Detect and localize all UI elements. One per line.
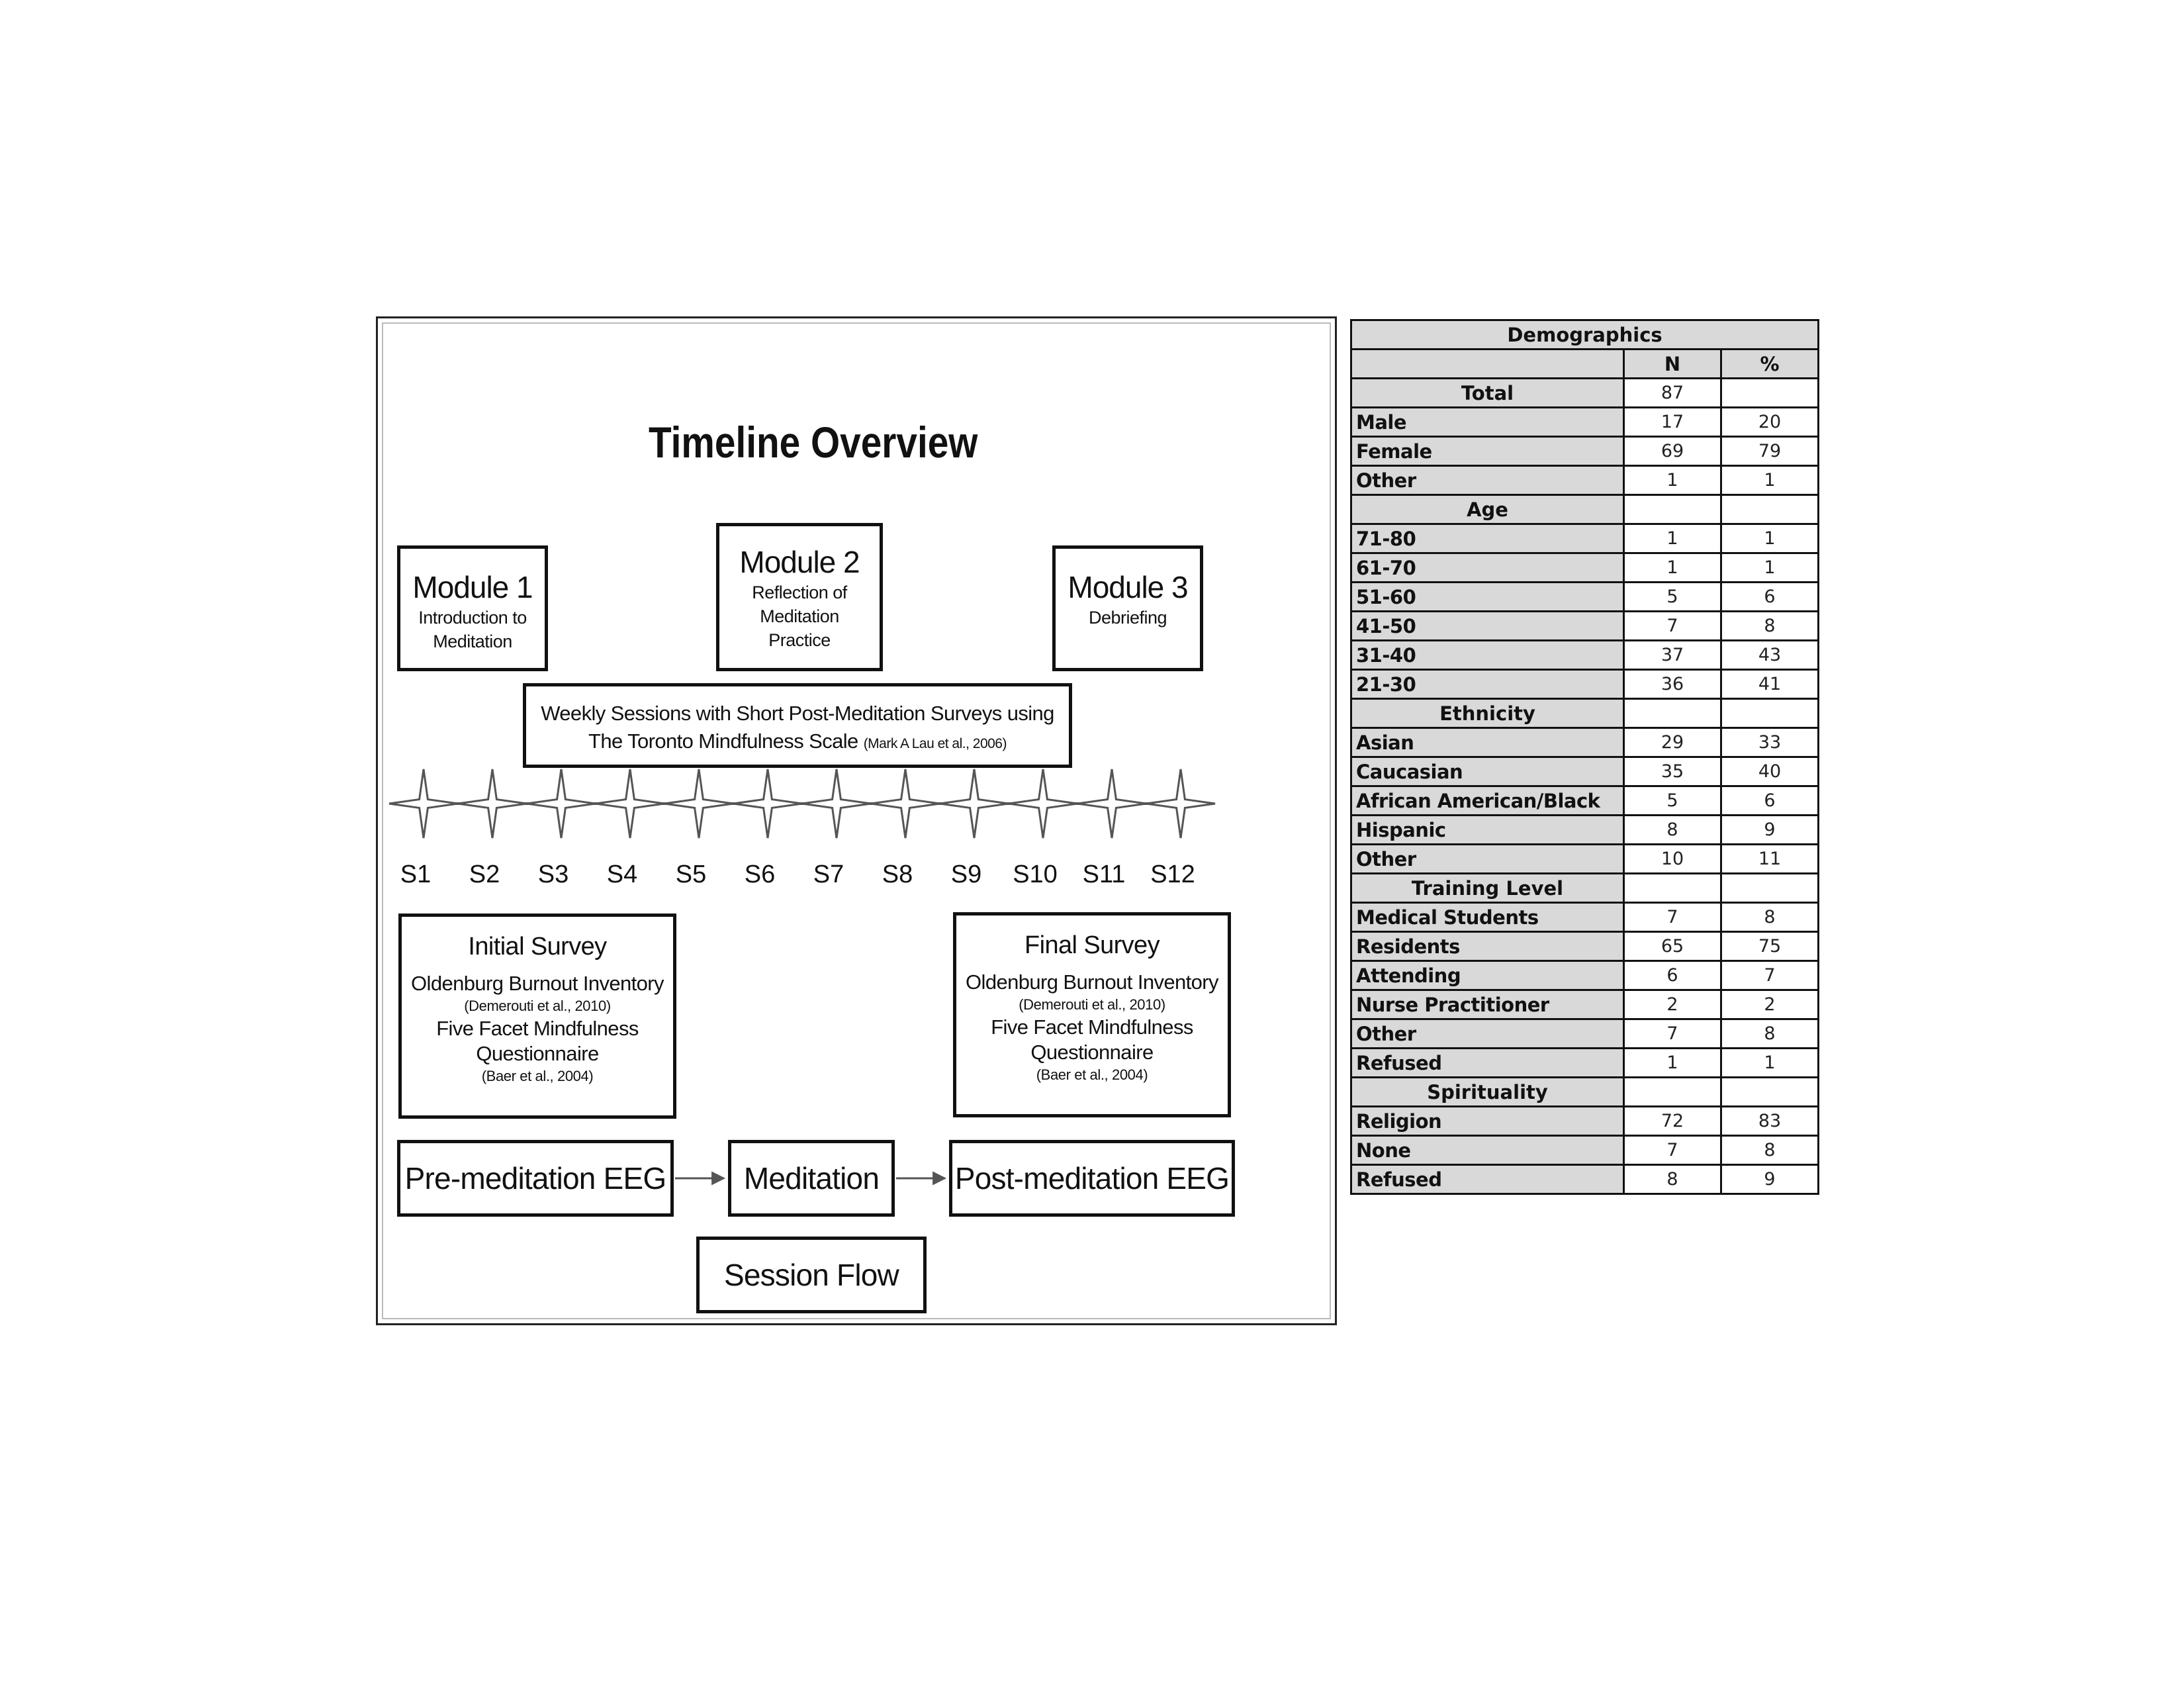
section-label: Age — [1351, 495, 1624, 524]
row-label: 31-40 — [1351, 641, 1624, 670]
session-label-s7: S7 — [813, 861, 844, 888]
row-label: Hispanic — [1351, 816, 1624, 845]
final-survey-cite-2: (Baer et al., 2004) — [1036, 1066, 1148, 1083]
session-label-s4: S4 — [606, 861, 638, 888]
row-label: Religion — [1351, 1107, 1624, 1136]
n-value — [1624, 1078, 1721, 1107]
table-row — [1351, 757, 1819, 786]
n-value — [1624, 874, 1721, 903]
initial-survey-cite-1: (Demerouti et al., 2010) — [464, 998, 611, 1014]
percent-value: 79 — [1721, 437, 1819, 466]
percent-value: 1 — [1721, 1049, 1819, 1078]
column-header-percent: % — [1721, 350, 1819, 379]
table-row — [1351, 612, 1819, 641]
n-value: 69 — [1624, 437, 1721, 466]
n-value: 5 — [1624, 786, 1721, 816]
table-row — [1351, 524, 1819, 553]
final-survey-line-1: Oldenburg Burnout Inventory — [966, 970, 1218, 994]
percent-value: 40 — [1721, 757, 1819, 786]
session-label-s6: S6 — [744, 861, 776, 888]
n-value: 29 — [1624, 728, 1721, 757]
row-label: Medical Students — [1351, 903, 1624, 932]
session-label-s2: S2 — [469, 861, 500, 888]
table-row — [1351, 816, 1819, 845]
demographics-title-row — [1351, 320, 1819, 350]
row-label: 71-80 — [1351, 524, 1624, 553]
row-label: 21-30 — [1351, 670, 1624, 699]
initial-survey-box — [398, 914, 676, 1119]
section-label: Total — [1351, 379, 1624, 408]
n-value: 6 — [1624, 961, 1721, 990]
row-label: Asian — [1351, 728, 1624, 757]
module-2-line-2: Meditation — [760, 606, 839, 626]
percent-value — [1721, 1078, 1819, 1107]
meditation-label: Meditation — [743, 1161, 880, 1196]
n-value: 1 — [1624, 553, 1721, 583]
table-section-row — [1351, 379, 1819, 408]
table-row — [1351, 437, 1819, 466]
n-value: 8 — [1624, 1165, 1721, 1194]
module-1-line-2: Meditation — [433, 632, 512, 651]
table-row — [1351, 845, 1819, 874]
final-survey-cite-1: (Demerouti et al., 2010) — [1019, 996, 1165, 1013]
toronto-scale-citation: (Mark A Lau et al., 2006) — [863, 736, 1007, 751]
table-row — [1351, 553, 1819, 583]
percent-value — [1721, 874, 1819, 903]
row-label: Residents — [1351, 932, 1624, 961]
percent-value: 9 — [1721, 816, 1819, 845]
table-row — [1351, 670, 1819, 699]
initial-survey-title: Initial Survey — [468, 933, 607, 961]
percent-value: 9 — [1721, 1165, 1819, 1194]
percent-value: 75 — [1721, 932, 1819, 961]
n-value: 1 — [1624, 466, 1721, 495]
table-row — [1351, 1019, 1819, 1049]
percent-value: 7 — [1721, 961, 1819, 990]
table-row — [1351, 1136, 1819, 1165]
row-label: 51-60 — [1351, 583, 1624, 612]
table-row — [1351, 641, 1819, 670]
n-value: 7 — [1624, 903, 1721, 932]
percent-value: 11 — [1721, 845, 1819, 874]
percent-value: 1 — [1721, 553, 1819, 583]
module-2-title: Module 2 — [739, 545, 860, 579]
initial-survey-cite-2: (Baer et al., 2004) — [481, 1068, 594, 1084]
final-survey-box — [953, 912, 1231, 1117]
row-label: Refused — [1351, 1049, 1624, 1078]
table-section-row — [1351, 495, 1819, 524]
initial-survey-line-2: Five Facet Mindfulness — [436, 1017, 639, 1040]
n-value: 35 — [1624, 757, 1721, 786]
final-survey-line-2: Five Facet Mindfulness — [991, 1015, 1193, 1039]
module-3-line-1: Debriefing — [1088, 608, 1167, 628]
weekly-sessions-line-1: Weekly Sessions with Short Post-Meditation Surveys using — [541, 702, 1054, 725]
module-1-line-1: Introduction to — [418, 608, 527, 628]
table-row — [1351, 961, 1819, 990]
table-row — [1351, 1165, 1819, 1194]
percent-value: 41 — [1721, 670, 1819, 699]
pre-meditation-eeg-box — [397, 1140, 674, 1217]
demographics-header-row — [1351, 350, 1819, 379]
n-value: 5 — [1624, 583, 1721, 612]
session-flow-box — [696, 1237, 927, 1313]
table-section-row — [1351, 1078, 1819, 1107]
percent-value — [1721, 379, 1819, 408]
percent-value: 1 — [1721, 524, 1819, 553]
table-section-row — [1351, 699, 1819, 728]
table-row — [1351, 990, 1819, 1019]
n-value: 65 — [1624, 932, 1721, 961]
table-row — [1351, 903, 1819, 932]
n-value: 10 — [1624, 845, 1721, 874]
post-meditation-eeg-label: Post-meditation EEG — [954, 1161, 1230, 1196]
n-value: 37 — [1624, 641, 1721, 670]
session-label-s1: S1 — [400, 861, 432, 888]
module-2-box — [716, 523, 883, 671]
percent-value — [1721, 699, 1819, 728]
n-value: 1 — [1624, 1049, 1721, 1078]
table-row — [1351, 466, 1819, 495]
percent-value: 83 — [1721, 1107, 1819, 1136]
table-row — [1351, 408, 1819, 437]
session-label-s12: S12 — [1150, 861, 1195, 888]
percent-value: 6 — [1721, 786, 1819, 816]
row-label: Other — [1351, 466, 1624, 495]
table-row — [1351, 1107, 1819, 1136]
initial-survey-line-3: Questionnaire — [476, 1042, 599, 1065]
table-row — [1351, 728, 1819, 757]
n-value: 7 — [1624, 1136, 1721, 1165]
initial-survey-line-1: Oldenburg Burnout Inventory — [411, 972, 664, 995]
module-2-line-1: Reflection of — [752, 583, 847, 602]
n-value: 7 — [1624, 612, 1721, 641]
row-label: None — [1351, 1136, 1624, 1165]
module-1-title: Module 1 — [412, 570, 533, 604]
session-label-s10: S10 — [1013, 861, 1058, 888]
session-label-s9: S9 — [950, 861, 982, 888]
meditation-box — [728, 1140, 895, 1217]
row-label: Caucasian — [1351, 757, 1624, 786]
percent-value: 8 — [1721, 903, 1819, 932]
n-value: 2 — [1624, 990, 1721, 1019]
final-survey-title: Final Survey — [1024, 931, 1160, 959]
n-value: 7 — [1624, 1019, 1721, 1049]
table-section-row — [1351, 874, 1819, 903]
section-label: Spirituality — [1351, 1078, 1624, 1107]
demographics-header-blank — [1351, 350, 1624, 379]
percent-value: 8 — [1721, 1136, 1819, 1165]
percent-value: 33 — [1721, 728, 1819, 757]
weekly-sessions-box — [523, 683, 1072, 768]
row-label: Refused — [1351, 1165, 1624, 1194]
table-row — [1351, 932, 1819, 961]
row-label: 41-50 — [1351, 612, 1624, 641]
percent-value: 6 — [1721, 583, 1819, 612]
table-row — [1351, 583, 1819, 612]
row-label: Female — [1351, 437, 1624, 466]
table-row — [1351, 786, 1819, 816]
session-flow-label: Session Flow — [724, 1258, 899, 1292]
percent-value — [1721, 495, 1819, 524]
percent-value: 8 — [1721, 612, 1819, 641]
row-label: Other — [1351, 845, 1624, 874]
n-value: 72 — [1624, 1107, 1721, 1136]
n-value: 87 — [1624, 379, 1721, 408]
percent-value: 1 — [1721, 466, 1819, 495]
n-value — [1624, 495, 1721, 524]
row-label: Nurse Practitioner — [1351, 990, 1624, 1019]
row-label: 61-70 — [1351, 553, 1624, 583]
n-value: 36 — [1624, 670, 1721, 699]
final-survey-line-3: Questionnaire — [1030, 1041, 1154, 1064]
n-value — [1624, 699, 1721, 728]
percent-value: 20 — [1721, 408, 1819, 437]
n-value: 8 — [1624, 816, 1721, 845]
module-2-line-3: Practice — [768, 630, 831, 650]
module-3-box — [1052, 545, 1203, 671]
n-value: 1 — [1624, 524, 1721, 553]
table-row — [1351, 1049, 1819, 1078]
column-header-n: N — [1624, 350, 1721, 379]
module-1-box — [397, 545, 548, 671]
toronto-scale-label: The Toronto Mindfulness Scale — [588, 729, 858, 753]
section-label: Ethnicity — [1351, 699, 1624, 728]
row-label: Male — [1351, 408, 1624, 437]
session-label-s5: S5 — [675, 861, 707, 888]
post-meditation-eeg-box — [949, 1140, 1235, 1217]
row-label: African American/Black — [1351, 786, 1624, 816]
row-label: Attending — [1351, 961, 1624, 990]
n-value: 17 — [1624, 408, 1721, 437]
module-3-title: Module 3 — [1068, 570, 1188, 604]
session-label-s8: S8 — [882, 861, 913, 888]
session-label-s11: S11 — [1082, 861, 1126, 888]
weekly-sessions-line-2 — [526, 727, 1069, 758]
pre-meditation-eeg-label: Pre-meditation EEG — [404, 1161, 666, 1196]
percent-value: 8 — [1721, 1019, 1819, 1049]
demographics-title: Demographics — [1351, 320, 1819, 350]
percent-value: 2 — [1721, 990, 1819, 1019]
timeline-title: Timeline Overview — [649, 418, 978, 467]
section-label: Training Level — [1351, 874, 1624, 903]
session-label-s3: S3 — [537, 861, 569, 888]
row-label: Other — [1351, 1019, 1624, 1049]
demographics-table — [1350, 319, 1819, 1195]
percent-value: 43 — [1721, 641, 1819, 670]
